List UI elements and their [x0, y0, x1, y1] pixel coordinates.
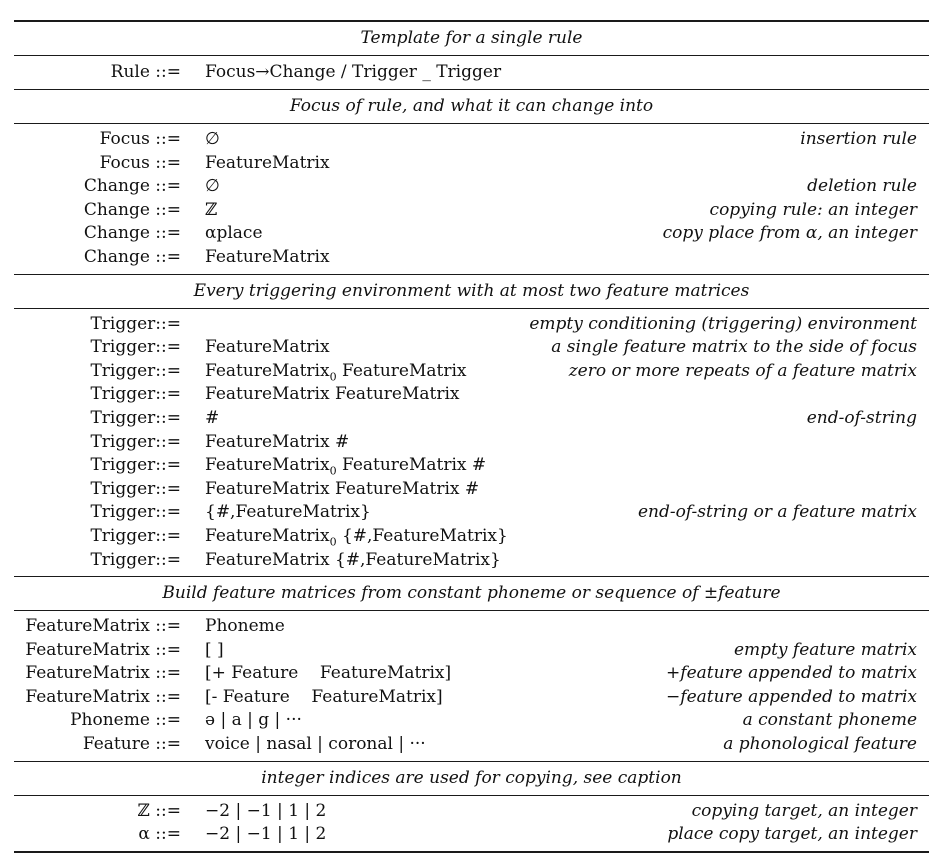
rule-rhs: ∅: [205, 176, 220, 197]
rule-note: a phonological feature: [723, 734, 917, 755]
rule-lhs: Change ::=: [83, 223, 181, 244]
rule-note: deletion rule: [807, 176, 917, 197]
rule-rhs: ə | a | g | ···: [205, 710, 302, 731]
grammar-row: [14, 501, 929, 525]
rule-lhs: Change ::=: [83, 199, 181, 220]
rule-lhs: ℤ ::=: [137, 800, 181, 821]
grammar-row: [14, 199, 929, 223]
rule-rhs: Focus→Change / Trigger _ Trigger: [205, 62, 502, 82]
grammar-row: [14, 525, 929, 549]
rhs-post: FeatureMatrix: [336, 360, 467, 381]
grammar-row: [14, 246, 929, 270]
rule-note: +feature appended to matrix: [666, 663, 917, 684]
rule-lhs: Trigger::=: [90, 502, 181, 523]
rule-lhs: Trigger::=: [90, 549, 181, 570]
rule-rhs: FeatureMatrix FeatureMatrix: [205, 384, 460, 405]
rhs-pre: FeatureMatrix: [205, 525, 330, 546]
grammar-row: [14, 360, 929, 384]
rhs-subscript: 0: [329, 535, 337, 549]
grammar-row: [14, 709, 929, 733]
rule-lhs: Feature ::=: [82, 734, 181, 755]
grammar-row: [14, 152, 929, 176]
section-body-matrices: [14, 611, 929, 761]
bottom-rule: [14, 851, 929, 853]
rule-lhs: Trigger::=: [90, 337, 181, 358]
rhs-subscript: 0: [329, 370, 337, 384]
section-body-trigger: [14, 309, 929, 577]
section-title-matrices: Build feature matrices from constant phoneme or sequence of ±feature: [162, 583, 781, 604]
grammar-row: [14, 383, 929, 407]
rule-lhs: Focus ::=: [99, 129, 181, 149]
section-title-template: Template for a single rule: [360, 28, 583, 48]
grammar-row: [14, 175, 929, 199]
rule-lhs: FeatureMatrix ::=: [25, 616, 181, 637]
rule-lhs: Trigger::=: [90, 407, 181, 428]
grammar-row: [14, 128, 929, 152]
rule-rhs: [205, 454, 486, 478]
rule-note: end-of-string or a feature matrix: [637, 502, 917, 523]
grammar-row: [14, 823, 929, 847]
grammar-row: [14, 800, 929, 824]
rule-lhs: Focus ::=: [99, 152, 181, 173]
grammar-row: [14, 549, 929, 573]
rule-rhs: FeatureMatrix FeatureMatrix #: [205, 478, 480, 499]
rule-note: place copy target, an integer: [667, 824, 917, 845]
grammar-row: [14, 662, 929, 686]
grammar-row: [14, 313, 929, 337]
rule-lhs: Trigger::=: [90, 455, 181, 476]
rule-note: empty conditioning (triggering) environment: [529, 313, 917, 334]
rule-lhs: Trigger::=: [90, 384, 181, 405]
rule-lhs: FeatureMatrix ::=: [25, 639, 181, 660]
rule-lhs: Change ::=: [83, 176, 181, 197]
grammar-row: [14, 407, 929, 431]
rule-rhs: FeatureMatrix: [205, 337, 330, 358]
rule-rhs: αplace: [205, 223, 263, 244]
rhs-pre: FeatureMatrix: [205, 360, 330, 381]
section-title-indices: integer indices are used for copying, see caption: [261, 767, 682, 788]
grammar-row: [14, 336, 929, 360]
rule-rhs: ℤ: [205, 199, 218, 220]
rule-rhs: −2 | −1 | 1 | 2: [205, 800, 327, 821]
grammar-row: [14, 686, 929, 710]
rhs-subscript: 0: [329, 464, 337, 478]
rule-lhs: FeatureMatrix ::=: [25, 663, 181, 684]
rule-lhs: Phoneme ::=: [70, 710, 181, 731]
rule-rhs: ∅: [205, 129, 220, 149]
rule-lhs: Trigger::=: [90, 360, 181, 381]
rule-rhs: [ ]: [205, 639, 224, 660]
grammar-row: [14, 431, 929, 455]
grammar-row: [14, 56, 929, 89]
rule-lhs: FeatureMatrix ::=: [25, 686, 181, 707]
grammar-row: [14, 639, 929, 663]
rule-note: end-of-string: [806, 407, 917, 428]
rule-note: copying rule: an integer: [709, 199, 917, 220]
rhs-post: {#,FeatureMatrix}: [336, 525, 508, 546]
rule-rhs: voice | nasal | coronal | ···: [205, 734, 426, 755]
rule-note: copy place from α, an integer: [662, 223, 917, 244]
rule-note: a single feature matrix to the side of focus: [551, 337, 917, 358]
section-title-focus: Focus of rule, and what it can change into: [289, 96, 654, 116]
grammar-row: [14, 733, 929, 757]
rhs-post: FeatureMatrix #: [336, 455, 487, 476]
section-body-focus: [14, 124, 929, 274]
rule-rhs: FeatureMatrix {#,FeatureMatrix}: [205, 549, 501, 570]
rule-rhs: [- Feature FeatureMatrix]: [205, 686, 443, 707]
section-body-indices: [14, 796, 929, 851]
rule-lhs: Trigger::=: [90, 525, 181, 546]
rule-rhs: {#,FeatureMatrix}: [205, 502, 371, 523]
grammar-row: [14, 478, 929, 502]
grammar-row: [14, 222, 929, 246]
rule-lhs: Trigger::=: [90, 431, 181, 452]
grammar-row: [14, 615, 929, 639]
rule-rhs: FeatureMatrix: [205, 152, 330, 173]
section-title-trigger: Every triggering environment with at most two feature matrices: [193, 280, 750, 301]
rhs-pre: FeatureMatrix: [205, 455, 330, 476]
rule-rhs: Phoneme: [205, 616, 285, 637]
rule-lhs: Trigger::=: [90, 313, 181, 334]
grammar-table: [14, 20, 929, 853]
rule-lhs: α ::=: [138, 824, 181, 845]
rule-lhs: Trigger::=: [90, 478, 181, 499]
grammar-row: [14, 454, 929, 478]
rule-note: insertion rule: [800, 129, 917, 149]
rule-note: −feature appended to matrix: [666, 686, 917, 707]
rule-rhs: FeatureMatrix #: [205, 431, 350, 452]
rule-note: zero or more repeats of a feature matrix: [568, 360, 917, 381]
rule-rhs: #: [205, 407, 220, 428]
rule-note: empty feature matrix: [734, 639, 917, 660]
rule-note: copying target, an integer: [691, 800, 917, 821]
rule-note: a constant phoneme: [742, 710, 917, 731]
rule-rhs: [205, 360, 467, 384]
rule-lhs: Change ::=: [83, 246, 181, 267]
rule-rhs: FeatureMatrix: [205, 246, 330, 267]
rule-rhs: −2 | −1 | 1 | 2: [205, 824, 327, 845]
rule-rhs: [+ Feature FeatureMatrix]: [205, 663, 452, 684]
rule-lhs: Rule ::=: [110, 62, 181, 82]
rule-rhs: [205, 525, 508, 549]
